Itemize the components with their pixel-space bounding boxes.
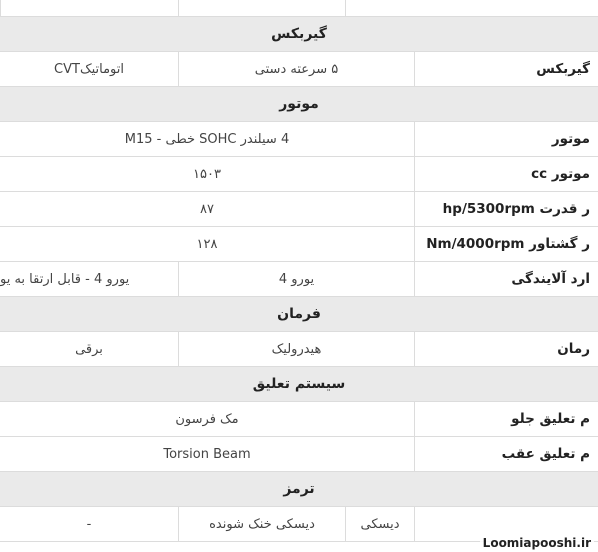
torque-value: ۱۲۸ xyxy=(0,227,415,261)
top-value-2 xyxy=(345,0,415,16)
row-label: ارد آلایندگی xyxy=(511,271,590,287)
gearbox-auto: اتوماتیکCVT xyxy=(54,61,124,77)
row-cc xyxy=(0,157,598,192)
top-cropped-row xyxy=(0,0,598,17)
top-label xyxy=(415,0,598,16)
emission-euro4: یورو 4 xyxy=(178,262,415,296)
row-gearbox xyxy=(0,52,598,87)
section-suspension xyxy=(0,367,598,402)
brake-left: - xyxy=(86,516,92,532)
row-label: ر قدرت hp/5300rpm xyxy=(442,201,590,217)
row-label: گیربکس xyxy=(536,61,590,77)
section-gearbox xyxy=(0,17,598,52)
row-emission xyxy=(0,262,598,297)
row-steering xyxy=(0,332,598,367)
row-rear-suspension xyxy=(0,437,598,472)
section-title: ترمز xyxy=(283,481,315,497)
section-title: موتور xyxy=(279,96,319,112)
row-front-suspension xyxy=(0,402,598,437)
brake-disc: دیسکی xyxy=(345,507,415,541)
emission-upgradable: یورو 4 - قابل ارتقا به یو xyxy=(0,271,130,287)
front-suspension-value: مک فرسون xyxy=(0,402,415,436)
row-label: موتور cc xyxy=(531,166,590,182)
section-title: گیربکس xyxy=(271,26,327,42)
steering-electric: برقی xyxy=(75,341,103,357)
section-steering xyxy=(0,297,598,332)
row-torque xyxy=(0,227,598,262)
brake-ventilated-disc: دیسکی خنک شونده xyxy=(178,507,345,541)
row-power xyxy=(0,192,598,227)
section-engine xyxy=(0,87,598,122)
row-label: ر گشتاور Nm/4000rpm xyxy=(426,236,590,252)
cc-value: ۱۵۰۳ xyxy=(0,157,415,191)
power-value: ۸۷ xyxy=(0,192,415,226)
top-value-1 xyxy=(178,0,345,16)
row-label: م تعلیق جلو xyxy=(511,411,590,427)
steering-hydraulic: هیدرولیک xyxy=(178,332,415,366)
engine-value: 4 سیلندر SOHC خطی - M15 xyxy=(0,122,415,156)
section-title: فرمان xyxy=(277,306,321,322)
row-label: رمان xyxy=(557,341,590,357)
rear-suspension-value: Torsion Beam xyxy=(0,437,415,471)
section-title: سیستم تعلیق xyxy=(252,376,346,392)
top-left xyxy=(0,0,178,16)
row-label: موتور xyxy=(551,131,590,147)
gearbox-manual: ۵ سرعته دستی xyxy=(178,52,415,86)
row-label: م تعلیق عقب xyxy=(501,446,590,462)
watermark-text: Loomiapooshi.ir xyxy=(480,536,594,550)
row-engine xyxy=(0,122,598,157)
section-brake xyxy=(0,472,598,507)
